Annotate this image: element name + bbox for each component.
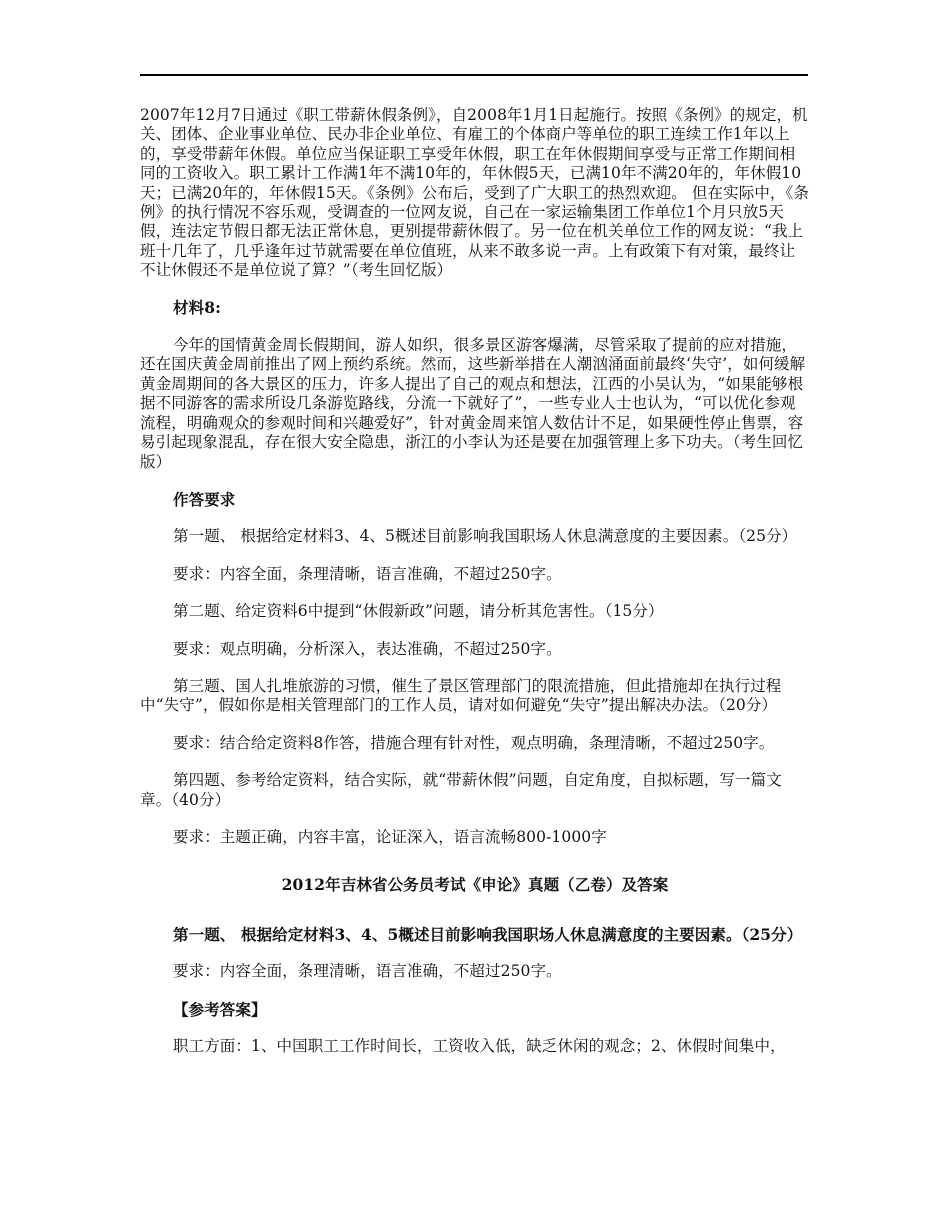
question-3: 第三题、国人扎堆旅游的习惯，催生了景区管理部门的限流措施，但此措施却在执行过程中“失守”，假如你是相关管理部门的工作人员，请对如何避免“失守”提出解决办法。（20分）	[140, 676, 782, 715]
reference-answer-label: 【参考答案】	[173, 999, 267, 1019]
question-2-requirement: 要求：观点明确，分析深入，表达准确，不超过250字。	[173, 639, 562, 658]
paragraph-regulation: 2007年12月7日通过《职工带薪休假条例》，自2008年1月1日起施行。按照《条例》的规定，机关、团体、企业事业单位、民办非企业单位、有雇工的个体商户等单位的职工连续工作1年以上的，享受带薪年休假。单位应当保证职工享受年休假，职工在年休假期间享受与正常工作期间相同的工资收入。职工累计工作满1年不满10年的，年休假5天，已满10年不满20年的，年休假10天；已满20年的，年休假15天。《条例》公布后，受到了广大职工的热烈欢迎。 但在实际中，《条例》的执行情况不容乐观，受调查的一位网友说，自己在一家运输集团工作单位1个月只放5天假，连法定节假日都无法正常休息，更别提带薪休假了。另一位在机关单位工作的网友说：“我上班十几年了，几乎逢年过节就需要在单位值班，从来不敢多说一声。上有政策下有对策，最终让不让休假还不是单位说了算？”（考生回忆版）	[140, 106, 809, 280]
question-4: 第四题、参考给定资料，结合实际，就“带薪休假”问题，自定角度，自拟标题，写一篇文章。（40分）	[140, 771, 782, 809]
question-1-requirement: 要求：内容全面，条理清晰，语言准确，不超过250字。	[173, 564, 562, 583]
answer-question-1: 第一题、 根据给定材料3、4、5概述目前影响我国职场人休息满意度的主要因素。（25分）	[173, 924, 803, 944]
answer-question-1-requirement: 要求：内容全面，条理清晰，语言准确，不超过250字。	[173, 962, 562, 981]
question-1: 第一题、 根据给定材料3、4、5概述目前影响我国职场人休息满意度的主要因素。（25分）	[173, 527, 798, 546]
header-rule	[140, 74, 808, 76]
answer-requirements-label: 作答要求	[173, 489, 236, 509]
answer-section-title: 2012年吉林省公务员考试《申论》真题（乙卷）及答案	[281, 875, 669, 895]
material-8-label: 材料8:	[173, 297, 221, 317]
question-3-requirement: 要求：结合给定资料8作答，措施合理有针对性，观点明确，条理清晰，不超过250字。	[173, 733, 775, 752]
document-body	[140, 106, 810, 1056]
reference-answer-text: 职工方面：1、中国职工工作时间长，工资收入低，缺乏休闲的观念；2、休假时间集中，	[173, 1037, 786, 1055]
material-8-text: 今年的国情黄金周长假期间，游人如织，很多景区游客爆满，尽管采取了提前的应对措施，还在国庆黄金周前推出了网上预约系统。然而，这些新举措在人潮汹涌面前最终‘失守’，如何缓解黄金周期间的各大景区的压力，许多人提出了自己的观点和想法，江西的小吴认为，“如果能够根据不同游客的需求所设几条游览路线，分流一下就好了”，一些专业人士也认为，“可以优化参观流程，明确观众的参观时间和兴趣爱好”，针对黄金周来馆人数估计不足，如果硬性停止售票，容易引起现象混乱，存在很大安全隐患，浙江的小李认为还是要在加强管理上多下功夫。（考生回忆版）	[140, 336, 806, 471]
question-2: 第二题、给定资料6中提到“休假新政”问题，请分析其危害性。（15分）	[173, 602, 664, 621]
question-4-requirement: 要求：主题正确，内容丰富，论证深入，语言流畅800-1000字	[173, 827, 607, 846]
